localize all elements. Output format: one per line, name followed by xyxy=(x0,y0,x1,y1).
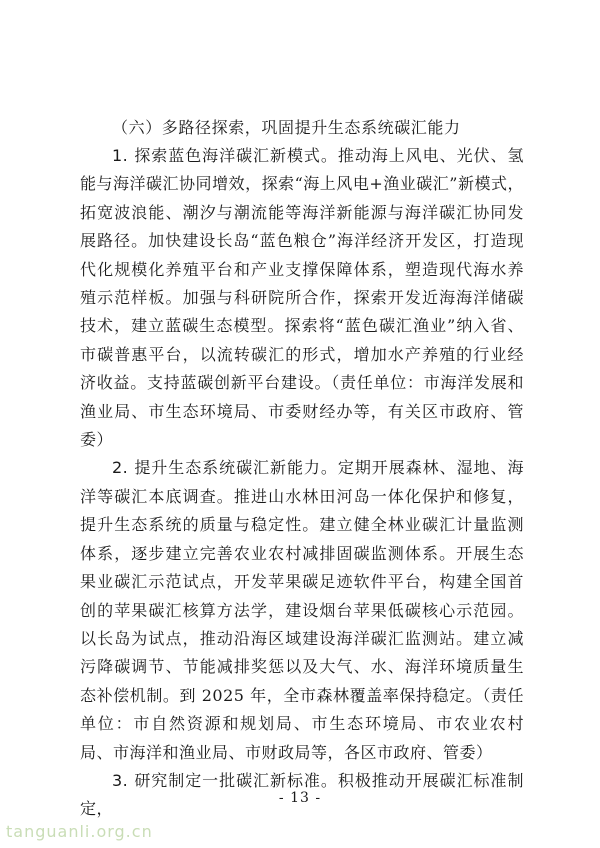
item-2-responsible: （责任单位：市自然资源和规划局、市生态环境局、市农业农村局、市海洋和渔业局、市财政局等，各区市政府、管委） xyxy=(80,685,524,762)
item-2-lead: 2. 提升生态系统碳汇新能力。 xyxy=(112,458,338,478)
item-1-lead: 1. 探索蓝色海洋碳汇新模式。 xyxy=(112,146,338,165)
item-3-lead: 3. 研究制定一批碳汇新标准。 xyxy=(112,770,338,790)
page-number: - 13 - xyxy=(278,790,322,806)
item-3-body: 积极推动开展碳汇标准制定， xyxy=(80,770,524,819)
item-1-paragraph xyxy=(80,142,524,454)
item-1-body: 推动海上风电、光伏、氢能与海洋碳汇协同增效，探索“海上风电+渔业碳汇”新模式，拓宽波浪能、潮汐与潮流能等海洋新能源与海洋碳汇协同发展路径。加快建设长岛“蓝色粮仓”海洋经济开发区，打造现代化规模化养殖平台和产业支撑保障体系，塑造现代海水养殖示范样板。加强与科研院所合作，探索开发近海海洋储碳技术，建立蓝碳生态模型。探索将“蓝色碳汇渔业”纳入省、市碳普惠平台，以流转碳汇的形式，增加水产养殖的行业经济收益。支持蓝碳创新平台建设。 xyxy=(80,146,524,393)
item-1-responsible: （责任单位：市海洋发展和渔业局、市生态环境局、市委财经办等，有关区市政府、管委） xyxy=(80,373,524,450)
item-2-paragraph xyxy=(80,454,524,766)
item-2-body: 定期开展森林、湿地、海洋等碳汇本底调查。推进山水林田河岛一体化保护和修复，提升生态系统的质量与稳定性。建立健全林业碳汇计量监测体系，逐步建立完善农业农村减排固碳监测体系。开展生态果业碳汇示范试点，开发苹果碳足迹软件平台，构建全国首创的苹果碳汇核算方法学，建设烟台苹果低碳核心示范园。以长岛为试点，推动沿海区域建设海洋碳汇监测站。建立减污降碳调节、节能减排奖惩以及大气、水、海洋环境质量生态补偿机制。到 2025 年，全市森林覆盖率保持稳定。 xyxy=(80,458,524,705)
section-heading: （六）多路径探索，巩固提升生态系统碳汇能力 xyxy=(112,118,461,137)
watermark: tanguanli.org.cn xyxy=(6,822,153,841)
document-body xyxy=(80,114,524,824)
